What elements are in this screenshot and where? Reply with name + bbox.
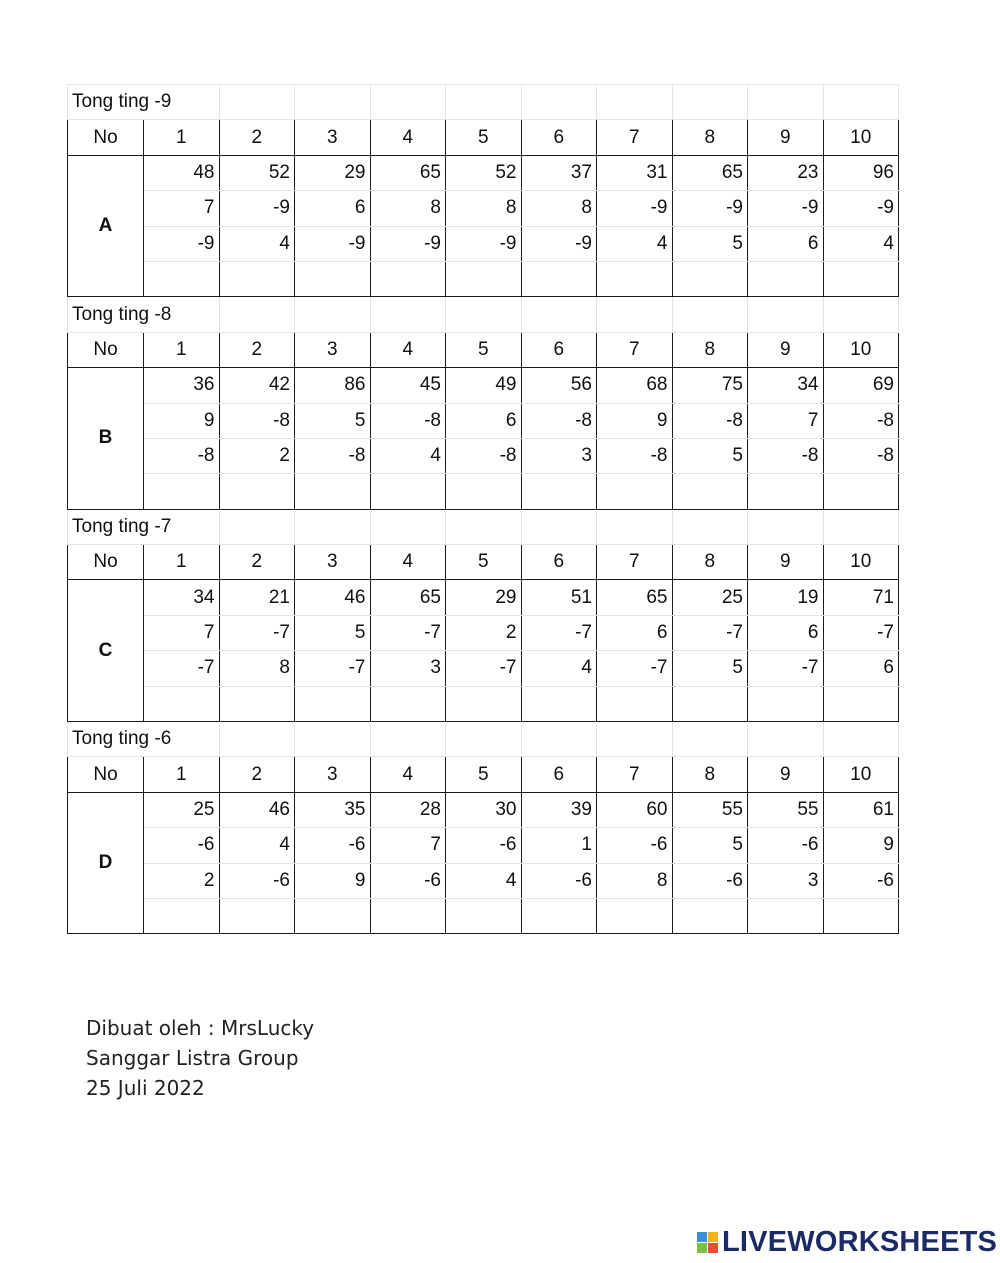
number-cell: 19 xyxy=(748,580,824,615)
number-cell: 4 xyxy=(823,226,899,261)
logo-block xyxy=(708,1243,718,1253)
empty-cell xyxy=(219,722,295,757)
worksheet-table xyxy=(67,84,899,934)
answer-cell[interactable] xyxy=(748,686,824,721)
answer-cell[interactable] xyxy=(823,686,899,721)
number-row xyxy=(68,651,899,686)
column-header: 9 xyxy=(748,120,824,155)
answer-cell[interactable] xyxy=(672,261,748,296)
answer-cell[interactable] xyxy=(219,261,295,296)
empty-cell xyxy=(748,297,824,332)
empty-cell xyxy=(748,509,824,544)
logo-block xyxy=(708,1232,718,1242)
number-cell: -6 xyxy=(597,828,673,863)
empty-cell xyxy=(823,85,899,120)
number-row xyxy=(68,155,899,190)
number-cell: 7 xyxy=(144,615,220,650)
number-cell: 2 xyxy=(144,863,220,898)
logo-block xyxy=(697,1232,707,1242)
number-cell: 4 xyxy=(521,651,597,686)
number-cell: -8 xyxy=(823,403,899,438)
number-cell: 49 xyxy=(446,368,522,403)
number-cell: 5 xyxy=(295,615,371,650)
number-cell: 4 xyxy=(446,863,522,898)
empty-cell xyxy=(672,297,748,332)
number-cell: -6 xyxy=(370,863,446,898)
column-header: 10 xyxy=(823,545,899,580)
number-row xyxy=(68,368,899,403)
column-header: 9 xyxy=(748,757,824,792)
answer-cell[interactable] xyxy=(370,898,446,933)
number-cell: 9 xyxy=(295,863,371,898)
column-header-row xyxy=(68,545,899,580)
number-cell: -8 xyxy=(219,403,295,438)
number-cell: -9 xyxy=(370,226,446,261)
number-row xyxy=(68,828,899,863)
number-row xyxy=(68,792,899,827)
answer-cell[interactable] xyxy=(521,898,597,933)
empty-cell xyxy=(446,297,522,332)
column-header: 5 xyxy=(446,545,522,580)
empty-cell xyxy=(370,509,446,544)
number-cell: -8 xyxy=(521,403,597,438)
number-cell: 8 xyxy=(521,191,597,226)
number-row xyxy=(68,615,899,650)
column-header: 3 xyxy=(295,757,371,792)
number-cell: 60 xyxy=(597,792,673,827)
number-cell: -9 xyxy=(672,191,748,226)
column-header: 7 xyxy=(597,757,673,792)
number-cell: 65 xyxy=(672,155,748,190)
empty-cell xyxy=(597,85,673,120)
section-title-row xyxy=(68,297,899,332)
answer-cell[interactable] xyxy=(370,474,446,509)
logo-blocks-icon xyxy=(697,1232,718,1253)
number-cell: 75 xyxy=(672,368,748,403)
empty-cell xyxy=(295,85,371,120)
column-header: 1 xyxy=(144,757,220,792)
logo-block xyxy=(697,1243,707,1253)
answer-cell[interactable] xyxy=(219,474,295,509)
section-label: D xyxy=(68,792,144,934)
number-cell: 29 xyxy=(295,155,371,190)
number-cell: -6 xyxy=(748,828,824,863)
number-cell: -6 xyxy=(823,863,899,898)
empty-cell xyxy=(748,85,824,120)
header-no: No xyxy=(68,757,144,792)
number-cell: 5 xyxy=(672,226,748,261)
empty-cell xyxy=(597,297,673,332)
empty-cell xyxy=(370,85,446,120)
number-cell: -9 xyxy=(144,226,220,261)
number-cell: -8 xyxy=(597,438,673,473)
number-cell: 55 xyxy=(748,792,824,827)
number-cell: 25 xyxy=(672,580,748,615)
number-row xyxy=(68,403,899,438)
answer-cell[interactable] xyxy=(144,686,220,721)
column-header: 8 xyxy=(672,332,748,367)
answer-cell[interactable] xyxy=(823,898,899,933)
empty-cell xyxy=(219,509,295,544)
empty-cell xyxy=(370,722,446,757)
number-cell: -9 xyxy=(748,191,824,226)
number-row xyxy=(68,863,899,898)
answer-cell[interactable] xyxy=(446,474,522,509)
number-cell: 86 xyxy=(295,368,371,403)
number-cell: 46 xyxy=(219,792,295,827)
empty-cell xyxy=(446,85,522,120)
number-cell: -7 xyxy=(446,651,522,686)
number-cell: 48 xyxy=(144,155,220,190)
section-title: Tong ting -9 xyxy=(68,85,220,120)
number-cell: 65 xyxy=(370,155,446,190)
column-header: 10 xyxy=(823,332,899,367)
number-cell: 52 xyxy=(219,155,295,190)
column-header: 6 xyxy=(521,332,597,367)
number-cell: 3 xyxy=(521,438,597,473)
answer-cell[interactable] xyxy=(597,474,673,509)
number-cell: 4 xyxy=(370,438,446,473)
number-row xyxy=(68,191,899,226)
number-cell: 35 xyxy=(295,792,371,827)
answer-cell[interactable] xyxy=(672,686,748,721)
number-cell: -9 xyxy=(219,191,295,226)
number-cell: 23 xyxy=(748,155,824,190)
number-cell: -8 xyxy=(823,438,899,473)
number-cell: 1 xyxy=(521,828,597,863)
number-cell: 29 xyxy=(446,580,522,615)
number-cell: 2 xyxy=(219,438,295,473)
empty-cell xyxy=(748,722,824,757)
answer-cell[interactable] xyxy=(370,686,446,721)
answer-cell[interactable] xyxy=(144,474,220,509)
number-cell: -6 xyxy=(144,828,220,863)
number-cell: 4 xyxy=(219,828,295,863)
number-cell: -7 xyxy=(748,651,824,686)
empty-cell xyxy=(295,509,371,544)
number-cell: 56 xyxy=(521,368,597,403)
number-cell: 9 xyxy=(597,403,673,438)
number-cell: 9 xyxy=(823,828,899,863)
column-header: 2 xyxy=(219,757,295,792)
answer-cell[interactable] xyxy=(748,898,824,933)
answer-cell[interactable] xyxy=(295,474,371,509)
number-cell: -6 xyxy=(521,863,597,898)
empty-cell xyxy=(597,509,673,544)
number-cell: -7 xyxy=(370,615,446,650)
answer-cell[interactable] xyxy=(295,686,371,721)
number-cell: 25 xyxy=(144,792,220,827)
number-cell: 7 xyxy=(370,828,446,863)
answer-cell[interactable] xyxy=(823,261,899,296)
header-no: No xyxy=(68,332,144,367)
answer-cell[interactable] xyxy=(295,261,371,296)
number-cell: 45 xyxy=(370,368,446,403)
number-cell: -8 xyxy=(672,403,748,438)
column-header: 3 xyxy=(295,545,371,580)
footer-date: 25 Juli 2022 xyxy=(86,1076,205,1100)
empty-cell xyxy=(521,85,597,120)
empty-cell xyxy=(823,509,899,544)
empty-cell xyxy=(446,722,522,757)
number-cell: 37 xyxy=(521,155,597,190)
section-title-row xyxy=(68,85,899,120)
column-header: 6 xyxy=(521,545,597,580)
number-cell: -8 xyxy=(295,438,371,473)
number-cell: -9 xyxy=(521,226,597,261)
answer-row xyxy=(68,898,899,933)
column-header: 4 xyxy=(370,120,446,155)
number-cell: 8 xyxy=(370,191,446,226)
section-label: B xyxy=(68,368,144,510)
column-header: 6 xyxy=(521,757,597,792)
number-cell: 6 xyxy=(748,615,824,650)
number-cell: 51 xyxy=(521,580,597,615)
footer-author: Dibuat oleh : MrsLucky xyxy=(86,1016,315,1040)
number-cell: 46 xyxy=(295,580,371,615)
number-cell: 5 xyxy=(672,651,748,686)
answer-cell[interactable] xyxy=(370,261,446,296)
column-header: 7 xyxy=(597,332,673,367)
column-header: 6 xyxy=(521,120,597,155)
column-header: 5 xyxy=(446,332,522,367)
number-cell: 65 xyxy=(597,580,673,615)
number-cell: -9 xyxy=(446,226,522,261)
number-cell: 3 xyxy=(370,651,446,686)
number-cell: -9 xyxy=(295,226,371,261)
number-cell: 4 xyxy=(597,226,673,261)
number-cell: 55 xyxy=(672,792,748,827)
empty-cell xyxy=(295,722,371,757)
number-cell: 65 xyxy=(370,580,446,615)
column-header-row xyxy=(68,120,899,155)
section-title: Tong ting -8 xyxy=(68,297,220,332)
number-cell: -6 xyxy=(446,828,522,863)
answer-cell[interactable] xyxy=(219,686,295,721)
number-cell: 3 xyxy=(748,863,824,898)
column-header: 8 xyxy=(672,120,748,155)
number-cell: 7 xyxy=(144,191,220,226)
number-cell: 61 xyxy=(823,792,899,827)
answer-cell[interactable] xyxy=(446,261,522,296)
header-no: No xyxy=(68,545,144,580)
column-header: 5 xyxy=(446,757,522,792)
empty-cell xyxy=(521,297,597,332)
empty-cell xyxy=(370,297,446,332)
answer-cell[interactable] xyxy=(295,898,371,933)
number-cell: 2 xyxy=(446,615,522,650)
answer-cell[interactable] xyxy=(597,686,673,721)
number-cell: 4 xyxy=(219,226,295,261)
number-cell: 5 xyxy=(672,438,748,473)
column-header: 1 xyxy=(144,120,220,155)
column-header: 2 xyxy=(219,332,295,367)
answer-cell[interactable] xyxy=(823,474,899,509)
number-cell: -7 xyxy=(219,615,295,650)
number-cell: 6 xyxy=(446,403,522,438)
empty-cell xyxy=(823,722,899,757)
answer-cell[interactable] xyxy=(521,686,597,721)
column-header: 1 xyxy=(144,332,220,367)
number-cell: -9 xyxy=(823,191,899,226)
number-cell: 6 xyxy=(295,191,371,226)
number-cell: -7 xyxy=(295,651,371,686)
empty-cell xyxy=(295,297,371,332)
number-cell: 9 xyxy=(144,403,220,438)
column-header: 10 xyxy=(823,120,899,155)
number-cell: 31 xyxy=(597,155,673,190)
number-cell: 39 xyxy=(521,792,597,827)
answer-row xyxy=(68,474,899,509)
number-cell: 69 xyxy=(823,368,899,403)
number-cell: 5 xyxy=(295,403,371,438)
answer-cell[interactable] xyxy=(144,898,220,933)
section-label: A xyxy=(68,155,144,297)
number-row xyxy=(68,226,899,261)
answer-cell[interactable] xyxy=(748,474,824,509)
column-header-row xyxy=(68,332,899,367)
column-header: 7 xyxy=(597,120,673,155)
number-cell: 6 xyxy=(748,226,824,261)
answer-cell[interactable] xyxy=(672,474,748,509)
number-cell: 68 xyxy=(597,368,673,403)
number-cell: -7 xyxy=(144,651,220,686)
number-cell: -7 xyxy=(521,615,597,650)
column-header: 4 xyxy=(370,757,446,792)
number-cell: 6 xyxy=(823,651,899,686)
number-cell: -8 xyxy=(446,438,522,473)
number-cell: 52 xyxy=(446,155,522,190)
column-header: 9 xyxy=(748,332,824,367)
answer-cell[interactable] xyxy=(672,898,748,933)
number-cell: 6 xyxy=(597,615,673,650)
number-cell: 7 xyxy=(748,403,824,438)
number-cell: 71 xyxy=(823,580,899,615)
number-cell: 30 xyxy=(446,792,522,827)
number-cell: 96 xyxy=(823,155,899,190)
number-cell: -8 xyxy=(748,438,824,473)
column-header: 8 xyxy=(672,545,748,580)
number-cell: 34 xyxy=(748,368,824,403)
number-cell: 36 xyxy=(144,368,220,403)
number-cell: -7 xyxy=(672,615,748,650)
answer-row xyxy=(68,261,899,296)
section-title-row xyxy=(68,509,899,544)
answer-cell[interactable] xyxy=(446,686,522,721)
footer-group: Sanggar Listra Group xyxy=(86,1046,299,1070)
column-header: 7 xyxy=(597,545,673,580)
answer-cell[interactable] xyxy=(597,261,673,296)
brand-wordmark: LIVEWORKSHEETS xyxy=(722,1226,998,1258)
answer-cell[interactable] xyxy=(597,898,673,933)
number-cell: -7 xyxy=(823,615,899,650)
column-header: 3 xyxy=(295,332,371,367)
empty-cell xyxy=(672,509,748,544)
column-header: 2 xyxy=(219,120,295,155)
column-header: 10 xyxy=(823,757,899,792)
empty-cell xyxy=(219,85,295,120)
number-cell: 8 xyxy=(219,651,295,686)
answer-cell[interactable] xyxy=(446,898,522,933)
number-cell: 42 xyxy=(219,368,295,403)
number-cell: -6 xyxy=(219,863,295,898)
number-cell: -6 xyxy=(295,828,371,863)
section-label: C xyxy=(68,580,144,722)
empty-cell xyxy=(446,509,522,544)
number-cell: -7 xyxy=(597,651,673,686)
column-header: 9 xyxy=(748,545,824,580)
empty-cell xyxy=(597,722,673,757)
empty-cell xyxy=(672,722,748,757)
header-no: No xyxy=(68,120,144,155)
section-title: Tong ting -7 xyxy=(68,509,220,544)
number-row xyxy=(68,438,899,473)
column-header: 5 xyxy=(446,120,522,155)
number-cell: 28 xyxy=(370,792,446,827)
column-header: 3 xyxy=(295,120,371,155)
answer-row xyxy=(68,686,899,721)
column-header-row xyxy=(68,757,899,792)
section-title-row xyxy=(68,722,899,757)
column-header: 4 xyxy=(370,545,446,580)
liveworksheets-logo xyxy=(697,1226,997,1259)
empty-cell xyxy=(521,509,597,544)
number-cell: -8 xyxy=(144,438,220,473)
column-header: 1 xyxy=(144,545,220,580)
number-cell: -9 xyxy=(597,191,673,226)
footer-credits xyxy=(86,1013,314,1103)
column-header: 2 xyxy=(219,545,295,580)
answer-cell[interactable] xyxy=(521,474,597,509)
number-cell: -6 xyxy=(672,863,748,898)
number-cell: 34 xyxy=(144,580,220,615)
empty-cell xyxy=(672,85,748,120)
empty-cell xyxy=(823,297,899,332)
column-header: 8 xyxy=(672,757,748,792)
answer-cell[interactable] xyxy=(521,261,597,296)
number-cell: 5 xyxy=(672,828,748,863)
number-cell: -8 xyxy=(370,403,446,438)
section-title: Tong ting -6 xyxy=(68,722,220,757)
number-cell: 8 xyxy=(446,191,522,226)
answer-cell[interactable] xyxy=(219,898,295,933)
column-header: 4 xyxy=(370,332,446,367)
answer-cell[interactable] xyxy=(144,261,220,296)
number-cell: 21 xyxy=(219,580,295,615)
empty-cell xyxy=(219,297,295,332)
number-row xyxy=(68,580,899,615)
answer-cell[interactable] xyxy=(748,261,824,296)
empty-cell xyxy=(521,722,597,757)
number-cell: 8 xyxy=(597,863,673,898)
